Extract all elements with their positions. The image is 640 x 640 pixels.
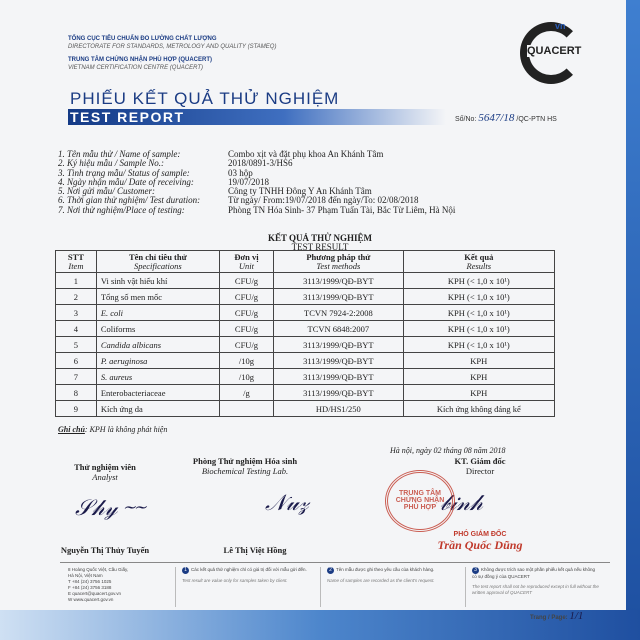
note-en: Name of samples are recorded as the client's request. xyxy=(327,578,435,583)
sign-date: Hà nội, ngày 02 tháng 08 năm 2018 xyxy=(390,446,506,455)
title-vi: PHIẾU KẾT QUẢ THỬ NGHIỆM xyxy=(70,89,340,108)
info-value: 19/07/2018 xyxy=(228,176,270,187)
table-cell: KPH (< 1,0 x 10¹) xyxy=(403,289,554,305)
table-cell: Kích ứng không đáng kể xyxy=(403,401,554,417)
table-cell: HD/HS1/250 xyxy=(274,401,404,417)
analyst-block: Thử nghiệm viên Analyst xyxy=(74,462,136,482)
header-vi: STT xyxy=(67,251,84,262)
column-header xyxy=(219,251,273,273)
column-header xyxy=(96,251,219,273)
table-cell: Candida albicans xyxy=(96,337,219,353)
address-line: T +84 (24) 3756 1025 xyxy=(68,579,112,584)
table-cell: E. coli xyxy=(96,305,219,321)
table-cell: 4 xyxy=(56,321,97,337)
table-cell: TCVN 6848:2007 xyxy=(274,321,404,337)
address-line: 8 Hoàng Quốc Việt, Cầu Giấy, xyxy=(68,567,129,572)
table-cell: 3 xyxy=(56,305,97,321)
quacert-logo: QUACERT vn xyxy=(520,22,582,84)
note-vi: Các kết quả thử nghiệm chỉ có giá trị đối với mẫu gửi đến. xyxy=(191,567,307,572)
table-cell: TCVN 7924-2:2008 xyxy=(274,305,404,321)
info-value: Combo xịt và đặt phụ khoa An Khánh Tâm xyxy=(228,149,384,159)
table-cell: 3113/1999/QĐ-BYT xyxy=(274,385,404,401)
footer-address xyxy=(68,567,168,603)
table-cell: KPH (< 1,0 x 10¹) xyxy=(403,273,554,289)
info-value: Công ty TNHH Đông Y An Khánh Tâm xyxy=(228,186,372,197)
note-vi: Tên mẫu được ghi theo yêu cầu của khách hàng. xyxy=(336,567,435,572)
info-label: 4. Ngày nhận mẫu/ Date of receiving: xyxy=(58,176,194,187)
address-line: Hà Nội, Việt Nam xyxy=(68,573,103,578)
table-cell: 5 xyxy=(56,337,97,353)
note-number-icon: 1 xyxy=(182,567,189,574)
header-en: Unit xyxy=(238,260,255,271)
org-quacert: TRUNG TÂM CHỨNG NHẬN PHÙ HỢP (QUACERT) VIETNAM CERTIFICATION CENTRE (QUACERT) xyxy=(68,57,212,71)
info-label: 6. Thời gian thử nghiệm/ Test duration: xyxy=(58,195,201,206)
deputy-title: PHÓ GIÁM ĐỐC xyxy=(453,531,507,538)
table-row xyxy=(56,385,555,401)
table-cell: 6 xyxy=(56,353,97,369)
note-vi: Không được trích sao một phần phiếu kết quả nếu không có sự đồng ý của QUACERT xyxy=(472,567,596,579)
table-row xyxy=(56,289,555,305)
table-row xyxy=(56,353,555,369)
table-cell: 3113/1999/QĐ-BYT xyxy=(274,369,404,385)
table-cell: 1 xyxy=(56,273,97,289)
address-line: F +84 (24) 3756 3188 xyxy=(68,585,112,590)
info-label: 3. Tình trạng mẫu/ Status of sample: xyxy=(58,167,190,178)
header-en: Results xyxy=(466,260,492,271)
director-block: KT. Giám đốc Director xyxy=(454,456,506,476)
info-label: 1. Tên mẫu thử / Name of sample: xyxy=(58,149,181,159)
info-value: Từ ngày/ From:19/07/2018 đến ngày/To: 02/08/2018 xyxy=(228,195,419,206)
decorative-edge xyxy=(626,0,640,640)
table-cell: Kích ứng da xyxy=(96,401,219,417)
header-vi: Phương pháp thử xyxy=(306,251,371,262)
header-vi: Tên chỉ tiêu thử xyxy=(128,251,187,262)
result-heading: KẾT QUẢ THỬ NGHIỆM xyxy=(267,233,373,243)
table-cell: KPH (< 1,0 x 10¹) xyxy=(403,305,554,321)
info-value: Phòng TN Hóa Sinh- 37 Phạm Tuấn Tài, Bắc Từ Liêm, Hà Nội xyxy=(228,204,456,215)
results-table xyxy=(55,250,555,417)
table-row xyxy=(56,337,555,353)
table-cell: CFU/g xyxy=(219,273,273,289)
info-label: 7. Nơi thử nghiệm/Place of testing: xyxy=(58,204,185,215)
note-number-icon: 3 xyxy=(472,567,479,574)
header-vi: Đơn vị xyxy=(234,251,259,262)
table-cell: 3113/1999/QĐ-BYT xyxy=(274,273,404,289)
director-signature: 𝒷𝒾𝓃𝒽 xyxy=(440,490,483,515)
info-row xyxy=(58,206,455,215)
table-cell: KPH xyxy=(403,353,554,369)
table-cell: S. aureus xyxy=(96,369,219,385)
table-cell: 2 xyxy=(56,289,97,305)
header-vi: Kết quả xyxy=(464,251,494,262)
table-cell: Enterobacteriaceae xyxy=(96,385,219,401)
table-cell: CFU/g xyxy=(219,321,273,337)
title-banner: TEST REPORT xyxy=(68,109,608,125)
note-en: Test result are value only for samples taken by client. xyxy=(182,578,288,583)
header-en: Specifications xyxy=(134,260,182,271)
director-name: Trần Quốc Dũng xyxy=(437,538,523,552)
table-cell: CFU/g xyxy=(219,305,273,321)
table-cell: 7 xyxy=(56,369,97,385)
info-label: 2. Ký hiệu mẫu / Sample No.: xyxy=(58,158,164,169)
page-number: Trang / Page: 1/1 xyxy=(530,610,584,622)
footer-note xyxy=(175,567,310,607)
footer-note xyxy=(465,567,600,607)
table-cell: Coliforms xyxy=(96,321,219,337)
red-stamp: TRUNG TÂM CHỨNG NHẬN PHÙ HỢP xyxy=(385,470,455,532)
table-cell: 3113/1999/QĐ-BYT xyxy=(274,337,404,353)
table-cell: 3113/1999/QĐ-BYT xyxy=(274,289,404,305)
header-en: Test methods xyxy=(316,260,361,271)
table-row xyxy=(56,273,555,289)
org-directorate: TỔNG CỤC TIÊU CHUẨN ĐO LƯỜNG CHẤT LƯỢNG DIRECTORATE FOR STANDARDS, METROLOGY AND QUALITY (STAMEQ) xyxy=(68,36,277,50)
report-number: Số/No: 5647/18 /QC-PTN HS xyxy=(455,112,557,124)
table-cell: KPH xyxy=(403,385,554,401)
column-header xyxy=(403,251,554,273)
table-cell xyxy=(219,401,273,417)
info-value: 03 hộp xyxy=(228,167,253,178)
note-en: The test report shall not be reproduced except in full without the written approval of QUACERT xyxy=(472,584,599,595)
address-line: E quacert@quacert.gov.vn xyxy=(68,591,122,596)
note-number-icon: 2 xyxy=(327,567,334,574)
column-header xyxy=(56,251,97,273)
table-cell: P. aeruginosa xyxy=(96,353,219,369)
table-cell: /g xyxy=(219,385,273,401)
analyst-name: Nguyễn Thị Thủy Tuyến xyxy=(60,545,150,555)
table-row xyxy=(56,321,555,337)
table-cell: 3113/1999/QĐ-BYT xyxy=(274,353,404,369)
note: Ghi chú: KPH là không phát hiện xyxy=(58,425,168,434)
table-cell: Vi sinh vật hiếu khí xyxy=(96,273,219,289)
table-cell: KPH (< 1,0 x 10¹) xyxy=(403,337,554,353)
footer-divider xyxy=(60,562,610,563)
address-line: W www.quacert.gov.vn xyxy=(68,597,114,602)
table-row xyxy=(56,305,555,321)
table-row xyxy=(56,369,555,385)
info-value: 2018/0891-3/HS6 xyxy=(228,158,293,169)
lab-block: Phòng Thử nghiệm Hóa sinh Biochemical Testing Lab. xyxy=(192,456,298,476)
table-cell: /10g xyxy=(219,353,273,369)
table-cell: CFU/g xyxy=(219,289,273,305)
table-cell: 9 xyxy=(56,401,97,417)
table-cell: 8 xyxy=(56,385,97,401)
lab-signature: 𝒩𝓊𝓏 xyxy=(265,490,309,515)
table-cell: CFU/g xyxy=(219,337,273,353)
header-en: Item xyxy=(68,260,84,271)
column-header xyxy=(274,251,404,273)
table-cell: KPH (< 1,0 x 10¹) xyxy=(403,321,554,337)
info-label: 5. Nơi gửi mẫu/ Customer: xyxy=(58,186,155,197)
footer-note xyxy=(320,567,455,607)
table-cell: KPH xyxy=(403,369,554,385)
table-row xyxy=(56,401,555,417)
table-cell: Tổng số men mốc xyxy=(96,289,219,305)
result-heading-en: TEST RESULT xyxy=(291,242,349,252)
sample-info xyxy=(58,150,455,215)
lab-head-name: Lê Thị Việt Hồng xyxy=(223,545,287,555)
analyst-signature: 𝒮𝒽𝓎 ⁓⁓ xyxy=(75,495,145,520)
table-cell: /10g xyxy=(219,369,273,385)
